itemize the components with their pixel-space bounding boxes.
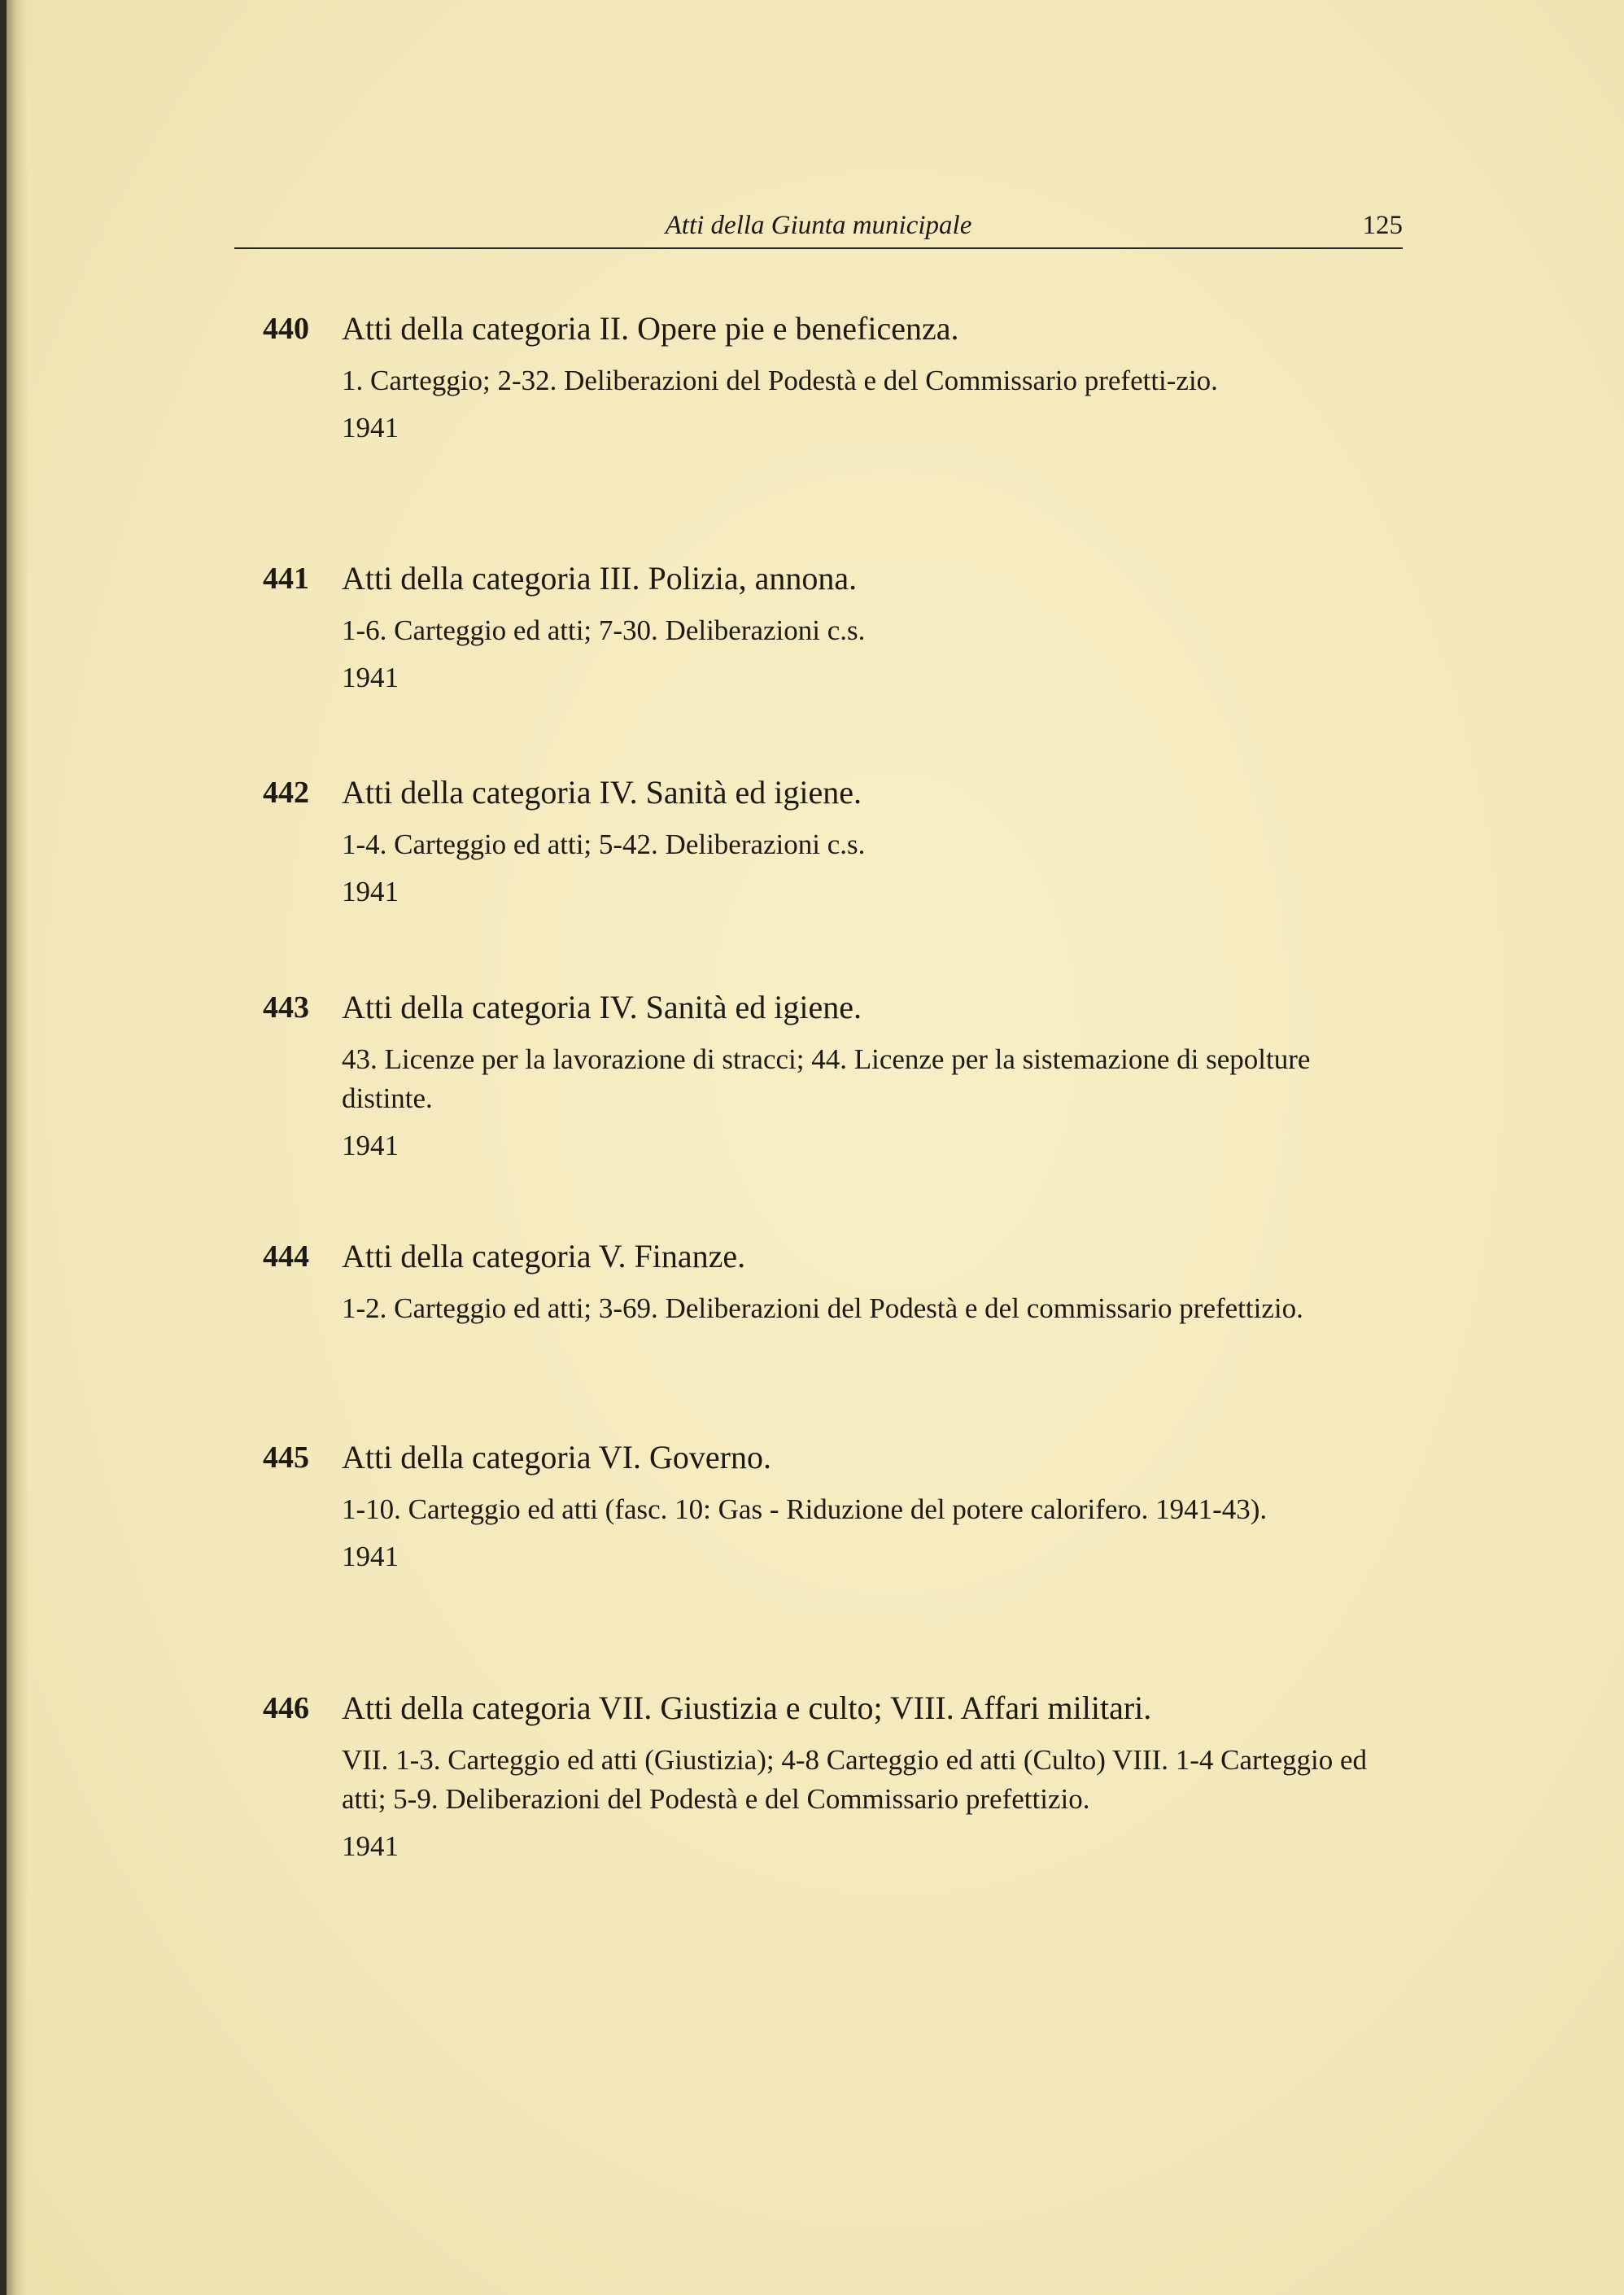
entry-number: 446 <box>263 1691 309 1725</box>
entry-year: 1941 <box>342 412 399 444</box>
entry-year: 1941 <box>342 662 399 693</box>
entry-title: Atti della categoria V. Finanze. <box>342 1238 746 1274</box>
entry-title: Atti della categoria VI. Governo. <box>342 1439 771 1475</box>
entry-number: 442 <box>263 776 309 810</box>
entry-number: 441 <box>263 562 309 596</box>
entry-title: Atti della categoria VII. Giustizia e culto; VIII. Affari militari. <box>342 1690 1152 1726</box>
entry-body <box>342 308 1403 448</box>
entry-description: 1-2. Carteggio ed atti; 3-69. Deliberazioni del Podestà e del commissario prefettizio. <box>342 1292 1303 1324</box>
entry-year: 1941 <box>342 1130 399 1161</box>
header-rule <box>234 247 1403 249</box>
entry-title: Atti della categoria III. Polizia, annona. <box>342 560 858 597</box>
entry-title: Atti della categoria II. Opere pie e beneficenza. <box>342 310 959 347</box>
entry-number: 440 <box>263 312 309 346</box>
binding-edge <box>0 0 7 2295</box>
entry-year: 1941 <box>342 876 399 907</box>
entry-title: Atti della categoria IV. Sanità ed igiene. <box>342 989 862 1025</box>
entry-description: 1-4. Carteggio ed atti; 5-42. Deliberazioni c.s. <box>342 828 866 860</box>
entry-year: 1941 <box>342 1830 399 1862</box>
running-title: Atti della Giunta municipale <box>665 211 972 240</box>
entry-title: Atti della categoria IV. Sanità ed igiene. <box>342 774 862 811</box>
entry-body <box>342 986 1403 1165</box>
entry-body <box>342 557 1403 697</box>
entry-body <box>342 1687 1403 1866</box>
entry-description: 1-6. Carteggio ed atti; 7-30. Deliberazioni c.s. <box>342 614 866 646</box>
entry-number: 445 <box>263 1440 309 1475</box>
entry-description: 43. Licenze per la lavorazione di stracci; 44. Licenze per la sistemazione di sepolture distinte. <box>342 1043 1311 1114</box>
entry-body <box>342 1436 1403 1576</box>
page-number: 125 <box>1362 211 1403 240</box>
entry-body <box>342 772 1403 911</box>
entry-description: 1. Carteggio; 2-32. Deliberazioni del Podestà e del Commissario prefetti-zio. <box>342 365 1218 396</box>
entry-description: 1-10. Carteggio ed atti (fasc. 10: Gas - Riduzione del potere calorifero. 1941-43). <box>342 1493 1268 1525</box>
entry-description: VII. 1-3. Carteggio ed atti (Giustizia); 4-8 Carteggio ed atti (Culto) VIII. 1-4 Carteggio ed atti; 5-9. Deliberazioni del Podestà e del Commissario prefettizio. <box>342 1744 1367 1815</box>
entry-number: 444 <box>263 1239 309 1274</box>
entry-body <box>342 1235 1403 1328</box>
entry-number: 443 <box>263 990 309 1025</box>
entry-year: 1941 <box>342 1541 399 1572</box>
running-header <box>234 208 1403 247</box>
